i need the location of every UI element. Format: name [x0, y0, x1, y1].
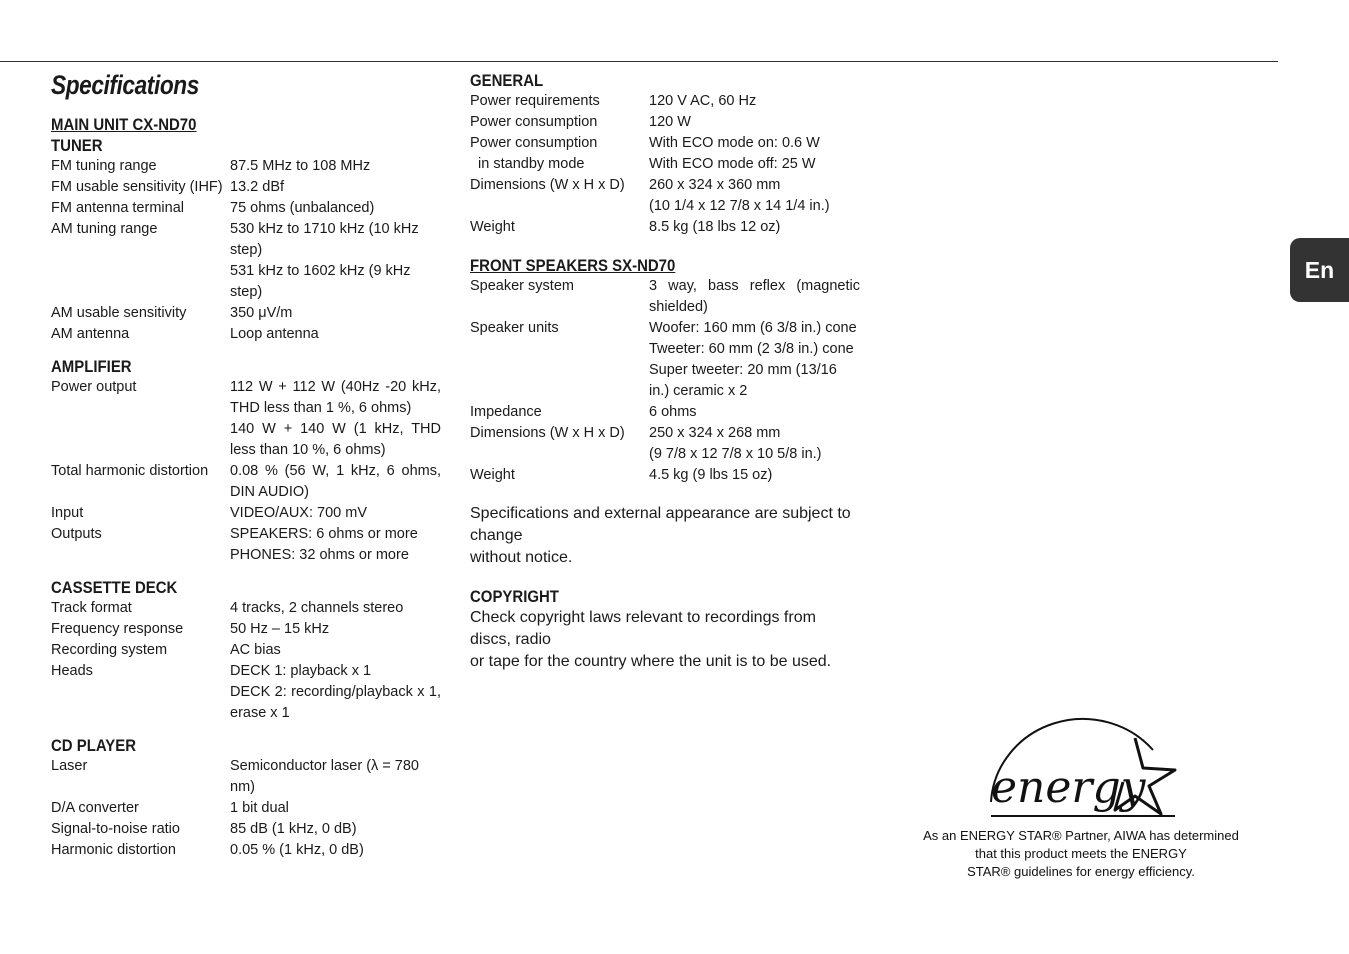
spec-label: Power requirements [470, 93, 600, 109]
left-column [51, 114, 441, 861]
spec-value: 4.5 kg (9 lbs 15 oz) [649, 467, 773, 483]
spec-row [51, 661, 441, 724]
header-rule [0, 61, 1278, 62]
spec-row [51, 303, 441, 324]
spec-row [51, 156, 441, 177]
spec-row [51, 324, 441, 345]
spec-value: Woofer: 160 mm (6 3/8 in.) cone Tweeter: 60 mm (2 3/8 in.) cone Super tweeter: 20 mm (13/16 in.) ceramic x 2 [649, 320, 857, 399]
spec-value: 250 x 324 x 268 mm (9 7/8 x 12 7/8 x 10 5/8 in.) [649, 425, 822, 462]
cd-player-title: CD PLAYER [51, 736, 137, 755]
spec-label: D/A converter [51, 800, 139, 816]
spec-value: 85 dB (1 kHz, 0 dB) [230, 821, 357, 837]
spec-row [51, 598, 441, 619]
tuner-spec-list [51, 156, 441, 345]
speakers-spec-list [470, 276, 860, 486]
spec-value: 6 ohms [649, 404, 697, 420]
energy-wordmark: energy [991, 762, 1146, 813]
spec-row [470, 217, 860, 238]
spec-row [470, 112, 860, 133]
spec-label: Power consumption in standby mode [470, 135, 598, 172]
spec-label: Weight [470, 219, 515, 235]
spec-row [51, 640, 441, 661]
spec-label: Power output [51, 379, 137, 395]
spec-label: FM tuning range [51, 158, 157, 174]
cassette-spec-list [51, 598, 441, 724]
spec-label: Track format [51, 600, 132, 616]
cassette-deck-title: CASSETTE DECK [51, 578, 178, 597]
spec-label: Recording system [51, 642, 168, 658]
spec-value: 87.5 MHz to 108 MHz [230, 158, 371, 174]
spec-value: 8.5 kg (18 lbs 12 oz) [649, 219, 781, 235]
spec-value: 4 tracks, 2 channels stereo [230, 600, 404, 616]
spec-value: 0.08 % (56 W, 1 kHz, 6 ohms, DIN AUDIO) [230, 463, 441, 500]
spec-value: Loop antenna [230, 326, 319, 342]
spec-row [470, 423, 860, 465]
energy-star-caption: As an ENERGY STAR® Partner, AIWA has determined that this product meets the ENERGY STAR® guidelines for energy efficiency. [923, 828, 1239, 879]
middle-column [470, 70, 860, 673]
spec-label: Outputs [51, 526, 102, 542]
spec-row [470, 91, 860, 112]
spec-row [51, 461, 441, 503]
spec-value: With ECO mode on: 0.6 W With ECO mode off: 25 W [649, 135, 820, 172]
spec-change-note: Specifications and external appearance are subject to change without notice. [470, 505, 851, 566]
spec-label: Total harmonic distortion [51, 463, 209, 479]
spec-label: Weight [470, 467, 515, 483]
spec-label: Frequency response [51, 621, 184, 637]
spec-label: Laser [51, 758, 88, 774]
spec-label: Input [51, 505, 84, 521]
spec-label: FM usable sensitivity (IHF) [51, 179, 223, 195]
spec-value: 75 ohms (unbalanced) [230, 200, 375, 216]
spec-label: AM usable sensitivity [51, 305, 187, 321]
spec-value: 120 W [649, 114, 691, 130]
spec-row [51, 819, 441, 840]
spec-value: AC bias [230, 642, 281, 658]
spec-label: FM antenna terminal [51, 200, 184, 216]
spec-value: 3 way, bass reflex (magnetic shielded) [649, 278, 860, 315]
front-speakers-title: FRONT SPEAKERS SX-ND70 [470, 256, 676, 275]
spec-value: DECK 1: playback x 1 DECK 2: recording/playback x 1, erase x 1 [230, 663, 441, 721]
general-spec-list [470, 91, 860, 238]
spec-row [470, 318, 860, 402]
spec-row [470, 402, 860, 423]
spec-value: VIDEO/AUX: 700 mV [230, 505, 367, 521]
spec-row [470, 465, 860, 486]
spec-row [51, 198, 441, 219]
spec-value: 0.05 % (1 kHz, 0 dB) [230, 842, 364, 858]
language-tab: En [1290, 238, 1349, 302]
general-title: GENERAL [470, 71, 544, 90]
spec-value: Semiconductor laser (λ = 780 nm) [230, 758, 419, 795]
main-unit-title: MAIN UNIT CX-ND70 [51, 115, 197, 134]
page-title: Specifications [51, 70, 199, 100]
spec-value: 112 W + 112 W (40Hz -20 kHz, THD less than 1 %, 6 ohms) 140 W + 140 W (1 kHz, THD less than 10 %, 6 ohms) [230, 379, 441, 458]
spec-row [51, 756, 441, 798]
spec-row [470, 175, 860, 217]
spec-label: AM tuning range [51, 221, 158, 237]
spec-row [51, 619, 441, 640]
spec-row [51, 503, 441, 524]
spec-value: 350 μV/m [230, 305, 293, 321]
tuner-title: TUNER [51, 136, 103, 155]
spec-row [470, 133, 860, 175]
spec-value: SPEAKERS: 6 ohms or more PHONES: 32 ohms or more [230, 526, 418, 563]
spec-label: Dimensions (W x H x D) [470, 425, 625, 441]
spec-label: Power consumption [470, 114, 598, 130]
energy-star-logo-icon [985, 710, 1180, 825]
spec-label: Heads [51, 663, 93, 679]
spec-label: Impedance [470, 404, 542, 420]
spec-label: Dimensions (W x H x D) [470, 177, 625, 193]
spec-value: 50 Hz – 15 kHz [230, 621, 330, 637]
spec-row [51, 177, 441, 198]
spec-row [470, 276, 860, 318]
spec-row [51, 377, 441, 461]
cd-spec-list [51, 756, 441, 861]
spec-label: Speaker system [470, 278, 574, 294]
spec-row [51, 840, 441, 861]
amplifier-title: AMPLIFIER [51, 357, 132, 376]
spec-label: Speaker units [470, 320, 559, 336]
spec-value: 13.2 dBf [230, 179, 285, 195]
copyright-title: COPYRIGHT [470, 587, 559, 606]
amplifier-spec-list [51, 377, 441, 566]
spec-label: Signal-to-noise ratio [51, 821, 180, 837]
spec-label: AM antenna [51, 326, 130, 342]
spec-label: Harmonic distortion [51, 842, 176, 858]
spec-value: 260 x 324 x 360 mm (10 1/4 x 12 7/8 x 14 1/4 in.) [649, 177, 830, 214]
spec-value: 1 bit dual [230, 800, 289, 816]
spec-value: 120 V AC, 60 Hz [649, 93, 757, 109]
spec-value: 530 kHz to 1710 kHz (10 kHz step) 531 kHz to 1602 kHz (9 kHz step) [230, 221, 419, 300]
spec-row [51, 798, 441, 819]
spec-row [51, 219, 441, 303]
copyright-text: Check copyright laws relevant to recordings from discs, radio or tape for the country where the unit is to be used. [470, 609, 832, 670]
spec-row [51, 524, 441, 566]
